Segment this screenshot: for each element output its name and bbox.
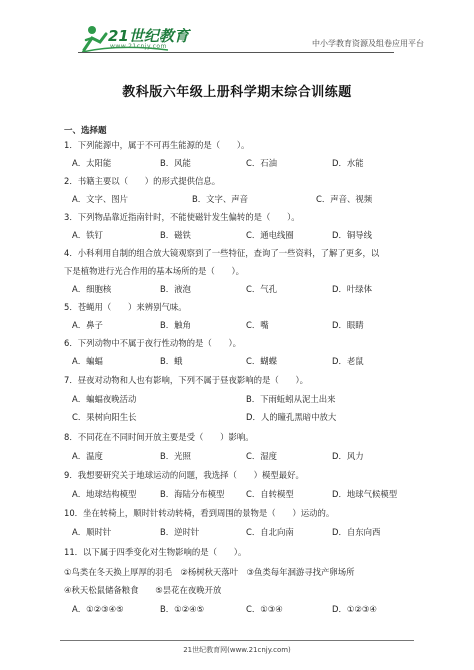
q2-option-a: A．文字、图片 [72, 194, 128, 204]
question-2: 2．书籍主要以（ ）的形式提供信息。 [64, 176, 221, 186]
q2-option-b: B．文字、声音 [192, 194, 248, 204]
q8-option-c: C．湿度 [246, 451, 277, 461]
q7-option-a: A．蝙蝠夜晚活动 [72, 394, 137, 404]
section-heading: 一、选择题 [64, 126, 107, 136]
q9-option-b: B．海陆分布模型 [160, 489, 225, 499]
logo-text: 21世纪教育 [108, 27, 189, 45]
q11-option-a: A．①②③④⑤ [72, 604, 124, 614]
q6-option-c: C．蝴蝶 [246, 356, 277, 366]
page-title: 教科版六年级上册科学期末综合训练题 [122, 85, 352, 100]
q8-option-d: D．风力 [332, 451, 364, 461]
q3-option-d: D．铜导线 [332, 230, 372, 240]
question-4-cont: 下是植物进行光合作用的基本场所的是（ ）。 [64, 266, 245, 276]
q1-option-b: B．风能 [160, 158, 191, 168]
question-11-items-1: ①鸟类在冬天换上厚厚的羽毛 ②杨树秋天落叶 ③鱼类每年洄游寻找产卵场所 [64, 567, 355, 577]
footer-text: 21世纪教育网(www.21cnjy.com) [183, 646, 291, 654]
q10-option-a: A．顺时针 [72, 527, 112, 537]
q9-option-a: A．地球结构模型 [72, 489, 137, 499]
q5-option-a: A．鼻子 [72, 320, 103, 330]
q5-option-b: B．触角 [160, 320, 191, 330]
question-10: 10．坐在转椅上，顺时针转动转椅，看到周围的景物是（ ）运动的。 [64, 508, 335, 518]
question-11: 11．以下属于四季变化对生物影响的是（ ）。 [64, 547, 247, 557]
question-9: 9．我想要研究关于地球运动的问题，我选择（ ）模型最好。 [64, 470, 304, 480]
header-divider [78, 52, 394, 53]
q1-option-c: C．石油 [246, 158, 277, 168]
q4-option-c: C．气孔 [246, 284, 277, 294]
q1-option-d: D．水能 [332, 158, 364, 168]
question-1: 1．下列能源中，属于不可再生能源的是（ ）。 [64, 140, 250, 150]
q10-option-b: B．逆时针 [160, 527, 200, 537]
q1-option-a: A．太阳能 [72, 158, 112, 168]
q4-option-a: A．细胞核 [72, 284, 112, 294]
q11-option-d: D．①②③④ [332, 604, 377, 614]
question-6: 6．下列动物中不属于夜行性动物的是（ ）。 [64, 338, 242, 348]
q7-option-c: C．果树向阳生长 [72, 412, 137, 422]
q3-option-a: A．铁钉 [72, 230, 103, 240]
q4-option-b: B．液泡 [160, 284, 191, 294]
q6-option-d: D．老鼠 [332, 356, 364, 366]
question-8: 8．不同花在不同时间开放主要是受（ ）影响。 [64, 432, 254, 442]
q7-option-d: D．人的瞳孔黑暗中放大 [246, 412, 337, 422]
q8-option-b: B．光照 [160, 451, 191, 461]
logo-url: www.21cnjy.com [110, 43, 167, 50]
q5-option-d: D．眼睛 [332, 320, 364, 330]
q9-option-d: D．地球气候模型 [332, 489, 398, 499]
question-5: 5．苍蝇用（ ）来辨别气味。 [64, 302, 187, 312]
site-name: 中小学教育资源及组卷应用平台 [312, 39, 424, 48]
q10-option-d: D．自东向西 [332, 527, 381, 537]
q3-option-b: B．磁铁 [160, 230, 191, 240]
q11-option-b: B．①②④⑤ [160, 604, 205, 614]
q6-option-b: B．蛾 [160, 356, 183, 366]
q5-option-c: C．嘴 [246, 320, 269, 330]
question-11-items-2: ④秋天松鼠储备粮食 ⑤昙花在夜晚开放 [64, 585, 222, 595]
q2-option-c: C．声音、视频 [316, 194, 373, 204]
q4-option-d: D．叶绿体 [332, 284, 372, 294]
q3-option-c: C．通电线圈 [246, 230, 294, 240]
q10-option-c: C．自北向南 [246, 527, 294, 537]
q7-option-b: B．下雨蚯蚓从泥土出来 [246, 394, 336, 404]
q8-option-a: A．温度 [72, 451, 103, 461]
question-3: 3．下列物品靠近指南针时，不能使磁针发生偏转的是（ ）。 [64, 212, 300, 222]
q11-option-c: C．①③④ [246, 604, 283, 614]
q9-option-c: C．自转模型 [246, 489, 294, 499]
question-4: 4．小科利用自制的组合放大镜观察到了一些特征，查询了一些资料，了解了更多，以 [64, 248, 380, 258]
footer-divider [60, 640, 414, 641]
q6-option-a: A．蝙蝠 [72, 356, 103, 366]
question-7: 7．昼夜对动物和人也有影响，下列不属于昼夜影响的是（ ）。 [64, 375, 309, 385]
